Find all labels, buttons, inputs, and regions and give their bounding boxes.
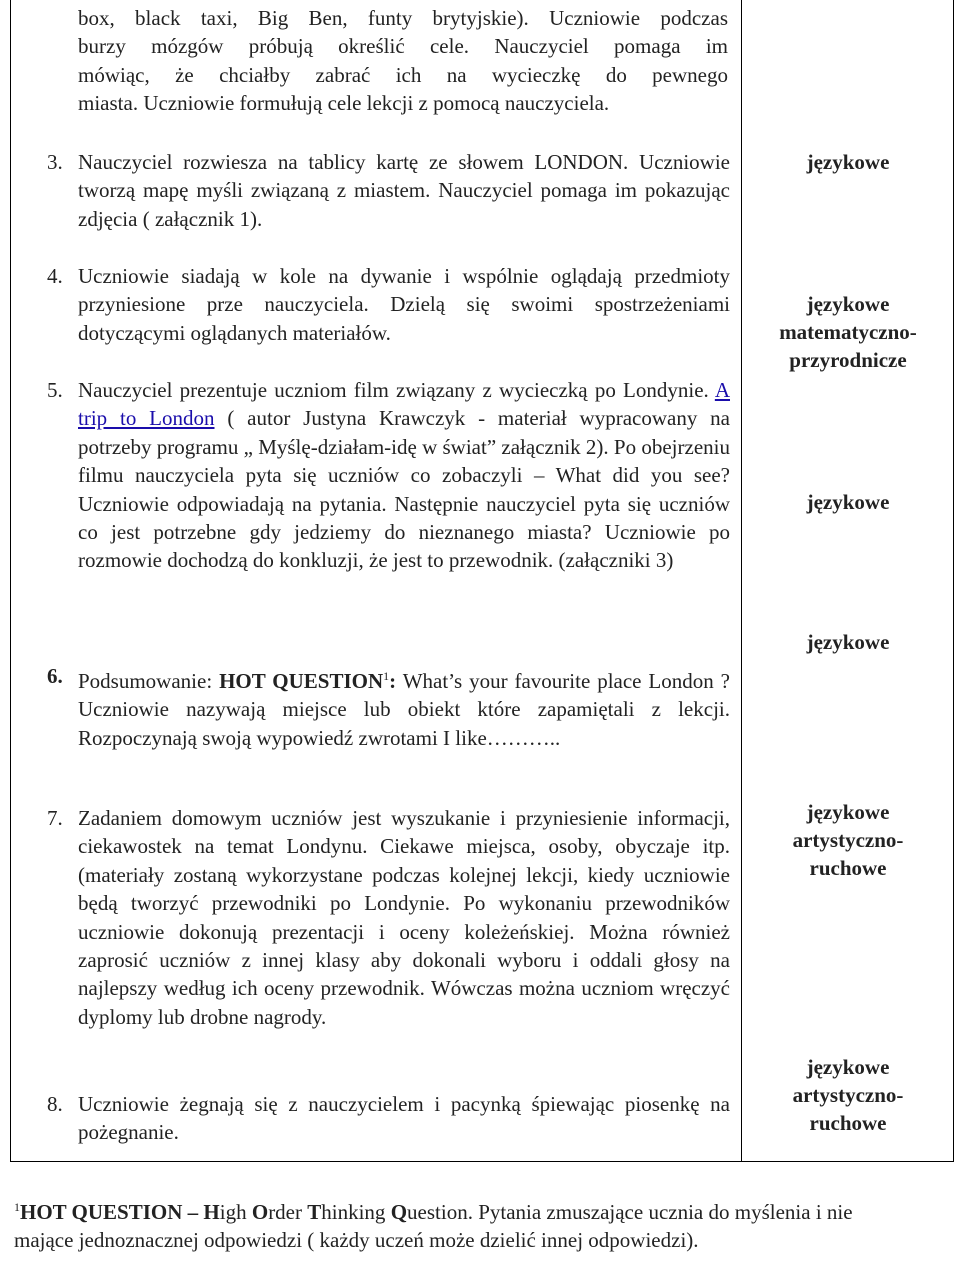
step-text: Uczniowie żegnają się z nauczycielem i pacynką śpiewając piosenkę na pożegnanie. — [78, 1092, 730, 1145]
footnote — [14, 1193, 914, 1255]
footnote-text: uestion. Pytania zmuszające ucznia do myślenia i nie mające jednoznacznej odpowiedzi ( każdy uczeń może dzielić innej odpowiedzi). — [14, 1200, 853, 1253]
skill-label-3 — [742, 488, 954, 516]
skill-label-2 — [742, 290, 954, 374]
footnote-text: hinking — [321, 1200, 391, 1224]
skill-label-5 — [742, 798, 954, 882]
skill-text: przyrodnicze — [789, 348, 907, 372]
intro-line-1: box, black taxi, Big Ben, funty brytyjskie). Uczniowie podczas — [78, 6, 728, 30]
footnote-term: T — [307, 1200, 322, 1224]
footnote-term: Q — [390, 1200, 408, 1224]
step-text: Nauczyciel rozwiesza na tablicy kartę ze słowem LONDON. Uczniowie tworzą mapę myśli związaną z miastem. Nauczyciel pomaga im pokazując zdjęcia ( załącznik 1). — [78, 150, 730, 231]
step-6 — [47, 662, 730, 752]
step-3 — [47, 148, 730, 233]
step-number: 7. — [47, 806, 63, 830]
skill-text: językowe — [806, 1055, 890, 1079]
step-text-post: ( autor Justyna Krawczyk - materiał wypracowany na potrzeby programu „ Myślę-działam-idę w świat” załącznik 2). Po obejrzeniu filmu nauczyciela pyta się uczniów co zobaczyli – What did you see? Uczniowie odpowiadają na pytania. Następnie nauczyciel pyta się uczniów co jest potrzebne gdy jedziemy do nieznanego miasta? Uczniowie po rozmowie dochodzą do konkluzji, że jest to przewodnik. (załączniki 3) — [78, 406, 730, 573]
step-number: 5. — [47, 378, 63, 402]
step-number: 4. — [47, 264, 63, 288]
trip-to-london-link[interactable]: A trip to London — [78, 378, 730, 431]
intro-line-2: burzy mózgów próbują określić cele. Nauczyciel pomaga im — [78, 34, 728, 59]
step-number: 3. — [47, 150, 63, 174]
step-text: Zadaniem domowym uczniów jest wyszukanie i przyniesienie informacji, ciekawostek na temat Londynu. Ciekawe miejsca, osoby, obyczaje itp. (materiały zostaną wykorzystane podczas kolejnej lekcji, kiedy uczniowie będą tworzyć przewodniki po Londynie. Po wykonaniu przewodników uczniowie dokonują prezentacji i oceny koleżeńskiej. Można również zaprosić uczniów z innej klasy aby dokonali wyboru i oddali głosy na najlepszy według ich oceny przewodnik. Wówczas można uczniom wręczyć dyplomy lub drobne nagrody. — [78, 806, 730, 1029]
skill-text: ruchowe — [809, 856, 887, 880]
skill-text: językowe — [806, 800, 890, 824]
step-text-pre: Podsumowanie: — [78, 669, 220, 693]
skill-text: językowe — [806, 490, 890, 514]
footnote-ref: 1 — [383, 669, 390, 683]
step-4 — [47, 262, 730, 347]
skill-text: językowe — [806, 292, 890, 316]
step-5 — [47, 376, 730, 575]
hot-question-label: HOT QUESTION — [219, 669, 384, 693]
skill-text: artystyczno- — [792, 828, 904, 852]
footnote-term: O — [251, 1200, 269, 1224]
intro-paragraph — [78, 4, 728, 118]
intro-line-4: miasta. Uczniowie formułują cele lekcji z pomocą nauczyciela. — [78, 91, 610, 116]
skill-label-6 — [742, 1053, 954, 1137]
skill-text: ruchowe — [809, 1111, 887, 1135]
step-7 — [47, 804, 730, 1031]
intro-line-3: mówiąc, że chciałby zabrać ich na wycieczkę do pewnego — [78, 62, 728, 87]
step-text — [78, 376, 730, 575]
skill-text: językowe — [806, 150, 890, 174]
step-text: Uczniowie siadają w kole na dywanie i wspólnie oglądają przedmioty przyniesione prze nauczyciela. Dzielą się swoimi spostrzeżeniami dotyczącymi oglądanych materiałów. — [78, 264, 730, 345]
footnote-term: HOT QUESTION – H — [20, 1200, 220, 1224]
step-text-post: What’s your favourite place London ? Uczniowie nazywają miejsce lub obiekt które zapamiętali z lekcji. Rozpoczynają swoją wypowiedź zwrotami I like……….. — [78, 669, 730, 750]
step-number: 6. — [47, 664, 63, 688]
footnote-marker: 1 — [14, 1200, 20, 1214]
step-text — [78, 662, 730, 752]
skill-text: językowe — [806, 630, 890, 654]
hot-question-colon: : — [389, 669, 397, 693]
step-number: 8. — [47, 1092, 63, 1116]
footnote-text: rder — [268, 1200, 308, 1224]
skill-label-1 — [742, 148, 954, 176]
skill-text: artystyczno- — [792, 1083, 904, 1107]
step-text-pre: Nauczyciel prezentuje uczniom film związany z wycieczką po Londynie. — [78, 378, 715, 402]
footnote-text: igh — [219, 1200, 252, 1224]
step-8 — [47, 1090, 730, 1147]
skill-label-4 — [742, 628, 954, 656]
skill-text: matematyczno- — [779, 320, 917, 344]
